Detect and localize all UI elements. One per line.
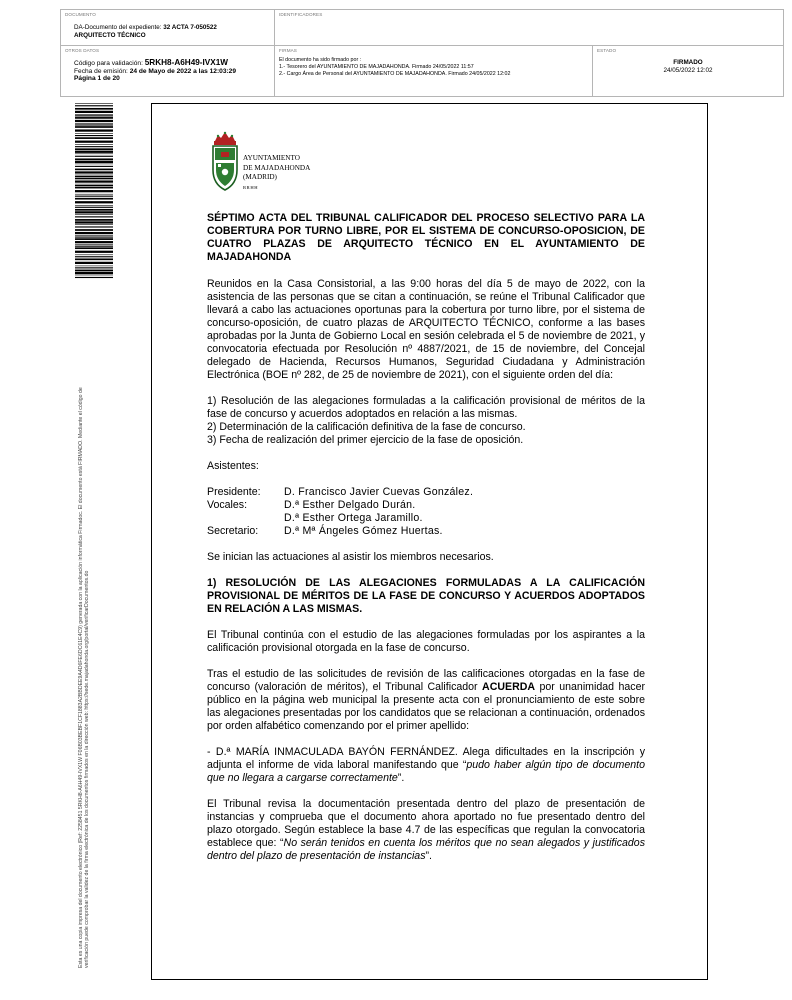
codigo-validacion: Código para validación: 5RKH8-A6H49-IVX1W <box>74 58 229 67</box>
logo-line4: RRHH <box>243 184 259 190</box>
document-title: SÉPTIMO ACTA DEL TRIBUNAL CALIFICADOR DEL PROCESO SELECTIVO PARA LA COBERTURA POR TURNO LIBRE, POR EL SISTEMA DE CONCURSO-OPOSICION, DE CUATRO PLAZAS DE ARQUITECTO TÉCNICO EN EL AYUNTAMIENTO DE MAJADAHONDA <box>207 212 645 263</box>
asistentes-label: Asistentes: <box>207 460 259 472</box>
attendee-name: D.ª Esther Delgado Durán. <box>284 499 416 511</box>
agenda-list <box>207 395 645 447</box>
estado-cell <box>593 46 783 96</box>
logo-line1: AYUNTAMIENTO <box>243 154 300 162</box>
coat-of-arms-icon <box>210 130 240 192</box>
attendee-role: Presidente: <box>207 486 261 498</box>
document-header <box>60 9 784 97</box>
identificadores-label: IDENTIFICADORES <box>279 12 323 17</box>
paragraph-1: El Tribunal continúa con el estudio de las alegaciones formuladas por los aspirantes a la calificación provisional otorgada en la fase de concurso. <box>207 629 645 654</box>
agenda-item: 1) Resolución de las alegaciones formuladas a la calificación provisional de méritos de la fase de concurso y acuerdos adoptados en relación a las mismas. <box>207 395 645 420</box>
documento-line2: ARQUITECTO TÉCNICO <box>74 32 146 39</box>
attendee-row <box>207 499 645 512</box>
logo-line3: (MADRID) <box>243 173 277 182</box>
verification-side-note <box>78 298 91 968</box>
section1-title: 1) RESOLUCIÓN DE LAS ALEGACIONES FORMULADAS A LA CALIFICACIÓN PROVISIONAL DE MÉRITOS DE LA FASE DE CONCURSO Y ACUERDOS ADOPTADOS EN RELACIÓN A LAS MISMAS. <box>207 577 645 615</box>
estado-date: 24/05/2022 12:02 <box>663 67 713 74</box>
estado-label: ESTADO <box>597 48 617 53</box>
fecha-emision: Fecha de emisión: 24 de Mayo de 2022 a las 12:03:29 <box>74 67 237 75</box>
paragraph-3: - D.ª MARÍA INMACULADA BAYÓN FERNÁNDEZ. Alega dificultades en la inscripción y adjunta el informe de vida laboral manifestando que “pudo haber algún tipo de documento que no llegara a cargarse correctamente”. <box>207 746 645 784</box>
agenda-item: 3) Fecha de realización del primer ejercicio de la fase de oposición. <box>207 434 524 446</box>
attendee-role <box>207 512 284 525</box>
documento-label: DOCUMENTO <box>65 12 96 17</box>
documento-cell <box>61 10 275 46</box>
agenda-item: 2) Determinación de la calificación definitiva de la fase de concurso. <box>207 421 526 433</box>
intro-paragraph: Reunidos en la Casa Consistorial, a las 9:00 horas del día 5 de mayo de 2022, con la asistencia de las personas que se citan a continuación, se reúne el Tribunal Calificador que llevará a cabo las actuaciones oportunas para la cobertura por turno libre, por el sistema de concurso-oposición, de cuatro plazas de ARQUITECTO TÉCNICO, conforme a las bases aprobadas por la Junta de Gobierno Local en sesión celebrada el 5 de noviembre de 2021, y convocatoria efectuada por Resolución nº 4887/2021, de 15 de noviembre, del Concejal delegado de Hacienda, Recursos Humanos, Seguridad Ciudadana y Administración Electrónica (BOE nº 282, de 25 de noviembre de 2021), con el siguiente orden del día: <box>207 278 645 381</box>
otros-datos-label: OTROS DATOS <box>65 48 100 53</box>
attendee-role: Secretario: <box>207 525 259 537</box>
attendee-row <box>207 486 645 499</box>
side-note-line2: verificación puede comprobar la validez de la firma electrónica de los documentos firmados en la dirección web: https://sede.majadahonda.org/portal/verificarDocumentos.do <box>84 570 91 968</box>
firmas-cell <box>275 46 593 96</box>
logo-line2: DE MAJADAHONDA <box>243 163 311 172</box>
firma-2: 2.- Cargo Área de Personal del AYUNTAMIENTO DE MAJADAHONDA. Firmado 24/05/2022 12:02 <box>279 71 511 77</box>
firmas-label: FIRMAS <box>279 48 297 53</box>
firma-1: 1.- Tesorero del AYUNTAMIENTO DE MAJADAHONDA. Firmado 24/05/2022 11:57 <box>279 64 474 70</box>
documento-line1: DA-Documento del expediente: 32 ACTA 7-050522 <box>74 24 217 31</box>
attendee-role: Vocales: <box>207 499 248 511</box>
side-note-line1: Esta es una copia impresa del documento electrónico (Ref: 2258451 5RKH8-A6H49-IVX1W F06B03BEBF1CF1883A2BBDEE9A4D6FE6DC61E4C9) generada con la aplicación informática Firmadoc. El documento está FIRMADO. Mediante el código de <box>78 387 84 968</box>
attendee-name: D.ª Mª Ángeles Gómez Huertas. <box>284 525 443 537</box>
estado-value: FIRMADO <box>673 59 703 66</box>
identificadores-cell <box>275 10 783 46</box>
attendee-name: D.ª Esther Ortega Jaramillo. <box>284 512 423 524</box>
pagina-info: Página 1 de 20 <box>74 75 120 83</box>
otros-datos-cell <box>61 46 275 96</box>
firmas-intro: El documento ha sido firmado por : <box>279 57 362 63</box>
barcode <box>75 103 113 279</box>
attendee-row <box>207 525 645 538</box>
start-text: Se inician las actuaciones al asistir los miembros necesarios. <box>207 551 494 563</box>
attendees-list <box>207 486 645 538</box>
paragraph-2: Tras el estudio de las solicitudes de revisión de las calificaciones otorgadas en la fase de concurso (valoración de méritos), el Tribunal Calificador ACUERDA por unanimidad hacer público en la página web municipal la presente acta con el pronunciamiento de este sobre las alegaciones presentadas por los candidatos que se relacionan a continuación, ordenados por orden alfabético comenzando por el primer apellido: <box>207 668 646 732</box>
attendee-name: D. Francisco Javier Cuevas González. <box>284 486 474 498</box>
document-body <box>207 212 645 863</box>
attendee-row <box>207 512 645 525</box>
paragraph-4: El Tribunal revisa la documentación presentada dentro del plazo de presentación de instancias y comprueba que el documento ahora aportado no fue presentado dentro del plazo otorgado. Según establece la base 4.7 de las específicas que regulan la convocatoria establece que: “No serán tenidos en cuenta los méritos que no sean alegados y justificados dentro del plazo de presentación de instancias”. <box>207 798 645 862</box>
institution-name <box>243 154 310 192</box>
